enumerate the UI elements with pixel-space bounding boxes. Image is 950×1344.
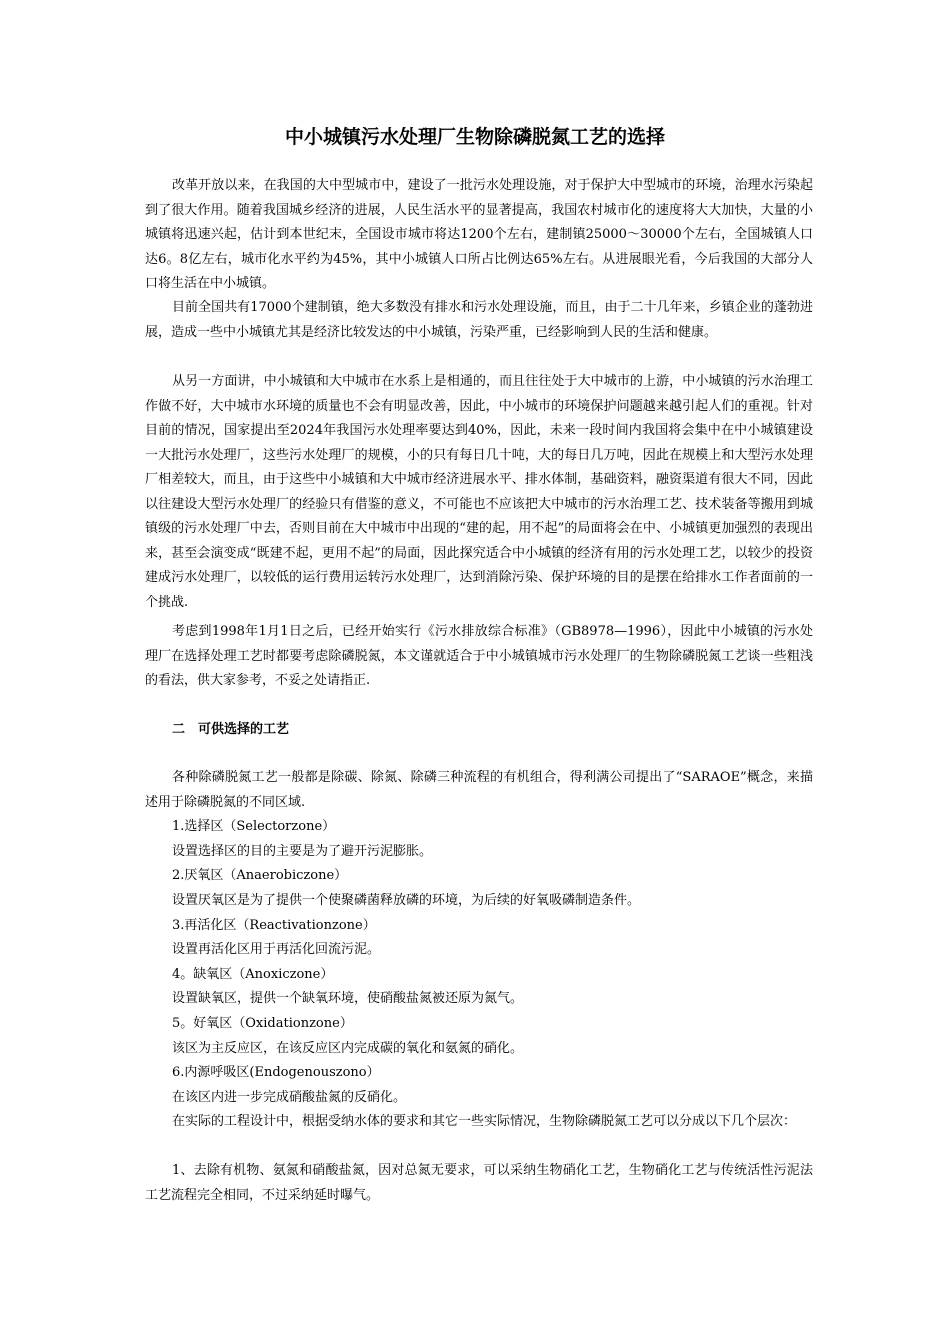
paragraph-current-situation: 目前全国共有17000个建制镇，绝大多数没有排水和污水处理设施，而且，由于二十几年来，乡镇企业的蓬勃进展，造成一些中小城镇尤其是经济比较发达的中小城镇，污染严重，已经影响到人民的生活和健康。 — [145, 300, 813, 340]
paragraph-section-intro: 各种除磷脱氮工艺一般都是除碳、除氮、除磷三种流程的有机组合，得利满公司提出了“SARAOE”概念，来描述用于除磷脱氮的不同区域. — [145, 770, 813, 810]
document-title: 中小城镇污水处理厂生物除磷脱氮工艺的选择 — [284, 126, 665, 148]
zone-description: 该区为主反应区，在该反应区内完成碳的氧化和氨氮的硝化。 — [172, 1041, 524, 1056]
zone-item: 2.厌氧区（Anaerobiczone） — [172, 868, 348, 883]
section-heading: 二 可供选择的工艺 — [172, 722, 290, 737]
paragraph-upstream-relation: 从另一方面讲，中小城镇和大中城市在水系上是相通的，而且往往处于大中城市的上游，中小城镇的污水治理工作做不好，大中城市水环境的质量也不会有明显改善，因此，中小城市的环境保护问题越来越引起人们的重视。针对目前的情况，国家提出至2024年我国污水处理率要达到40%，因此，未来一段时间内我国将会集中在中小城镇建设一大批污水处理厂，这些污水处理厂的规模，小的只有每日几十吨，大的每日几万吨，因此在规模上和大型污水处理厂相差较大，而且，由于这些中小城镇和大中城市经济进展水平、排水体制，基础资料，融资渠道有很大不同，因此以往建设大型污水处理厂的经验只有借鉴的意义，不可能也不应该把大中城市的污水治理工艺、技术装备等搬用到城镇级的污水处理厂中去，否则目前在大中城市中出现的“建的起，用不起”的局面将会在中、小城镇更加强烈的表现出来，甚至会演变成“既建不起，更用不起”的局面，因此探究适合中小城镇的经济有用的污水处理工艺，以较少的投资建成污水处理厂，以较低的运行费用运转污水处理厂，达到消除污染、保护环境的目的是摆在给排水工作者面前的一个挑战. — [145, 374, 813, 610]
zone-item: 4。缺氧区（Anoxiczone） — [172, 967, 334, 982]
zone-description: 设置再活化区用于再活化回流污泥。 — [172, 942, 381, 957]
zone-description: 在该区内进一步完成硝酸盐氮的反硝化。 — [172, 1090, 407, 1105]
paragraph-level-one: 1、去除有机物、氨氮和硝酸盐氮，因对总氮无要求，可以采纳生物硝化工艺，生物硝化工艺与传统活性污泥法工艺流程完全相同，不过采纳延时曝气。 — [145, 1163, 813, 1203]
zone-item: 3.再活化区（Reactivationzone） — [172, 918, 376, 933]
zone-item: 5。好氧区（Oxidationzone） — [172, 1016, 353, 1031]
zone-description: 设置选择区的目的主要是为了避开污泥膨胀。 — [172, 844, 433, 859]
paragraph-standards: 考虑到1998年1月1日之后，已经开始实行《污水排放综合标准》（GB8978—1996），因此中小城镇的污水处理厂在选择处理工艺时都要考虑除磷脱氮，本文谨就适合于中小城镇城市污水处理厂的生物除磷脱氮工艺谈一些粗浅的看法，供大家参考，不妥之处请指正. — [145, 624, 813, 688]
zone-description: 设置厌氧区是为了提供一个使聚磷菌释放磷的环境，为后续的好氧吸磷制造条件。 — [172, 893, 641, 908]
zone-description: 设置缺氧区，提供一个缺氧环境，使硝酸盐氮被还原为氮气。 — [172, 991, 524, 1006]
zone-item: 1.选择区（Selectorzone） — [172, 819, 336, 834]
zone-item: 6.内源呼吸区(Endogenouszono） — [172, 1065, 380, 1080]
paragraph-design-levels: 在实际的工程设计中，根据受纳水体的要求和其它一些实际情况，生物除磷脱氮工艺可以分成以下几个层次： — [172, 1114, 797, 1129]
paragraph-intro: 改革开放以来，在我国的大中型城市中，建设了一批污水处理设施，对于保护大中型城市的环境，治理水污染起到了很大作用。随着我国城乡经济的进展，人民生活水平的显著提高，我国农村城市化的速度将大大加快，大量的小城镇将迅速兴起，估计到本世纪末，全国设市城市将达1200个左右，建制镇25000～30000个左右，全国城镇人口达6。8亿左右，城市化水平约为45%，其中小城镇人口所占比例达65%左右。从进展眼光看，今后我国的大部分人口将生活在中小城镇。 — [145, 178, 813, 291]
